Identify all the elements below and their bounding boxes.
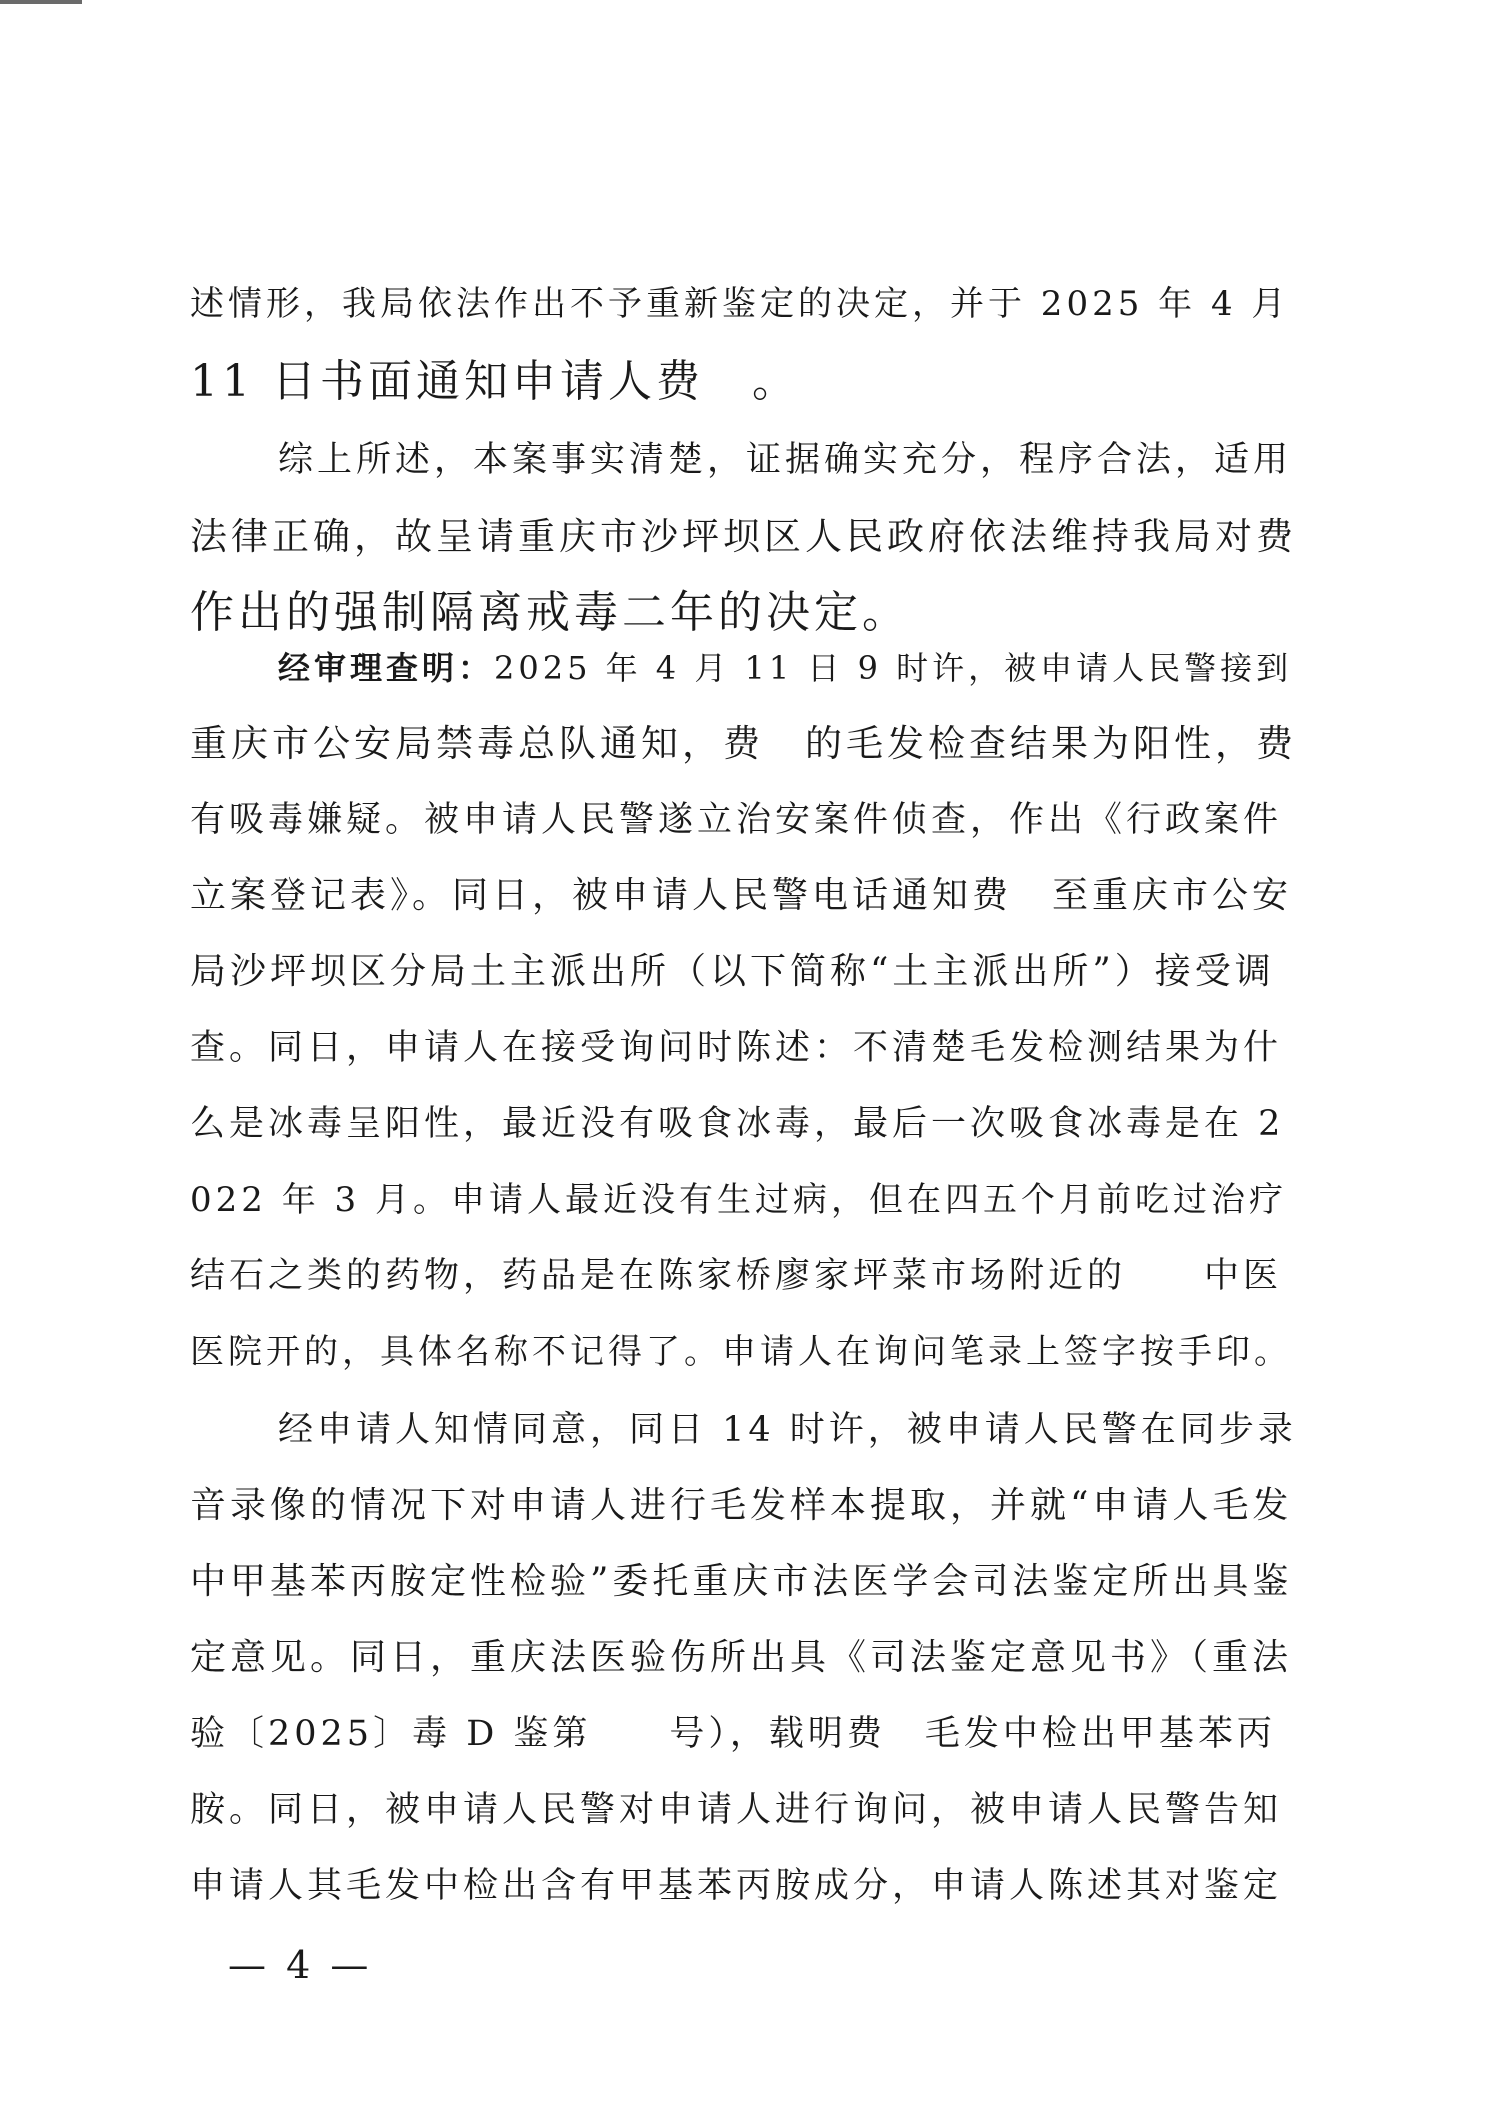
text-line	[278, 640, 1292, 696]
text-line: 验〔2025〕毒 D 鉴第 号），载明费 毛发中检出甲基苯丙	[190, 1714, 1276, 1754]
text-line: 么是冰毒呈阳性，最近没有吸食冰毒，最后一次吸食冰毒是在 2	[190, 1104, 1285, 1144]
text-line: 结石之类的药物，药品是在陈家桥廖家坪菜市场附近的 中医	[190, 1256, 1283, 1296]
text-line: 查。同日，申请人在接受询问时陈述：不清楚毛发检测结果为什	[190, 1028, 1283, 1068]
text-line: 法律正确，故呈请重庆市沙坪坝区人民政府依法维持我局对费	[190, 515, 1297, 558]
text-line: 经申请人知情同意，同日 14 时许，被申请人民警在同步录	[278, 1410, 1297, 1450]
text-line: 022 年 3 月。申请人最近没有生过病，但在四五个月前吃过治疗	[190, 1180, 1287, 1220]
text-line: 医院开的，具体名称不记得了。申请人在询问笔录上签字按手印。	[190, 1332, 1292, 1372]
text-line: 音录像的情况下对申请人进行毛发样本提取，并就“申请人毛发	[190, 1485, 1293, 1526]
text-line: 述情形，我局依法作出不予重新鉴定的决定，并于 2025 年 4 月	[190, 284, 1290, 324]
text-line: 重庆市公安局禁毒总队通知，费 的毛发检查结果为阳性，费	[190, 722, 1297, 765]
text-line: 11 日书面通知申请人费 。	[190, 356, 800, 407]
text-segment: 2025 年 4 月 11 日 9 时许，被申请人民警接到	[494, 649, 1293, 687]
text-line: 局沙坪坝区分局土主派出所（以下简称“土主派出所”）接受调	[190, 951, 1275, 992]
text-line: 有吸毒嫌疑。被申请人民警遂立治安案件侦查，作出《行政案件	[190, 800, 1283, 840]
scan-edge-mark	[0, 0, 82, 4]
text-line: 综上所述，本案事实清楚，证据确实充分，程序合法，适用	[278, 440, 1293, 480]
text-line: 胺。同日，被申请人民警对申请人进行询问，被申请人民警告知	[190, 1790, 1283, 1830]
page-number: — 4 —	[228, 1943, 373, 1987]
text-line: 定意见。同日，重庆法医验伤所出具《司法鉴定意见书》（重法	[190, 1637, 1293, 1678]
text-line: 申请人其毛发中检出含有甲基苯丙胺成分，申请人陈述其对鉴定	[190, 1866, 1283, 1906]
text-line: 中甲基苯丙胺定性检验”委托重庆市法医学会司法鉴定所出具鉴	[190, 1561, 1293, 1602]
text-line: 作出的强制隔离戒毒二年的决定。	[190, 587, 910, 638]
text-line: 立案登记表》。同日，被申请人民警电话通知费 至重庆市公安	[190, 875, 1293, 916]
paragraph-label: 经审理查明：	[278, 649, 495, 687]
